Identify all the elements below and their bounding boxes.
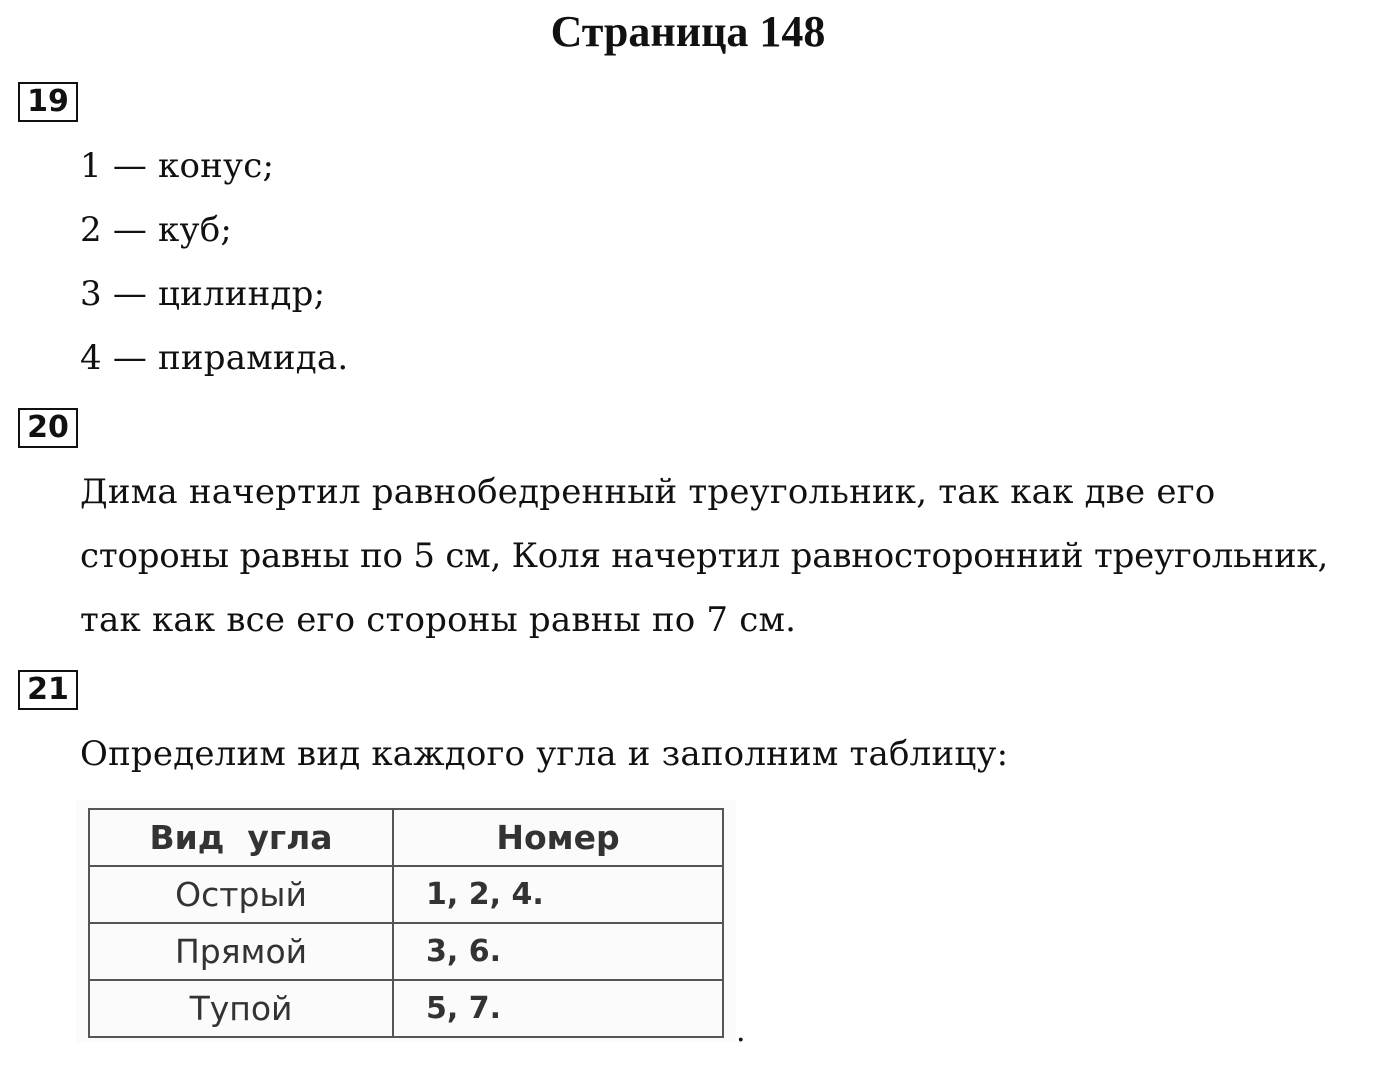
task-number-21: 21 (18, 670, 78, 710)
table-row (89, 923, 723, 980)
angle-type-cell: Прямой (89, 923, 393, 980)
angle-numbers-cell: 5, 7. (393, 980, 723, 1037)
table-row (89, 980, 723, 1037)
answer-line: так как все его стороны равны по 7 см. (80, 600, 797, 640)
angle-type-cell: Тупой (89, 980, 393, 1037)
table-row (89, 866, 723, 923)
task-number-20: 20 (18, 408, 78, 448)
task-number-19: 19 (18, 82, 78, 122)
answer-line: Дима начертил равнобедренный треугольник, так как две его (80, 472, 1216, 512)
answer-line: стороны равны по 5 см, Коля начертил равносторонний треугольник, (80, 536, 1329, 576)
angle-numbers-cell: 1, 2, 4. (393, 866, 723, 923)
angle-type-table (88, 808, 724, 1038)
angle-table-image (76, 800, 736, 1042)
angle-numbers-cell: 3, 6. (393, 923, 723, 980)
answer-line: 2 — куб; (80, 210, 233, 250)
table-header-row (89, 809, 723, 866)
column-header-angle-type: Вид угла (89, 809, 393, 866)
angle-type-cell: Острый (89, 866, 393, 923)
column-header-number: Номер (393, 809, 723, 866)
answer-line: 1 — конус; (80, 146, 275, 186)
answer-line: 4 — пирамида. (80, 338, 349, 378)
page-title: Страница 148 (550, 7, 826, 56)
answer-line: Определим вид каждого угла и заполним таблицу: (80, 734, 1009, 774)
answer-line: 3 — цилиндр; (80, 274, 326, 314)
trailing-period: . (736, 1014, 746, 1049)
